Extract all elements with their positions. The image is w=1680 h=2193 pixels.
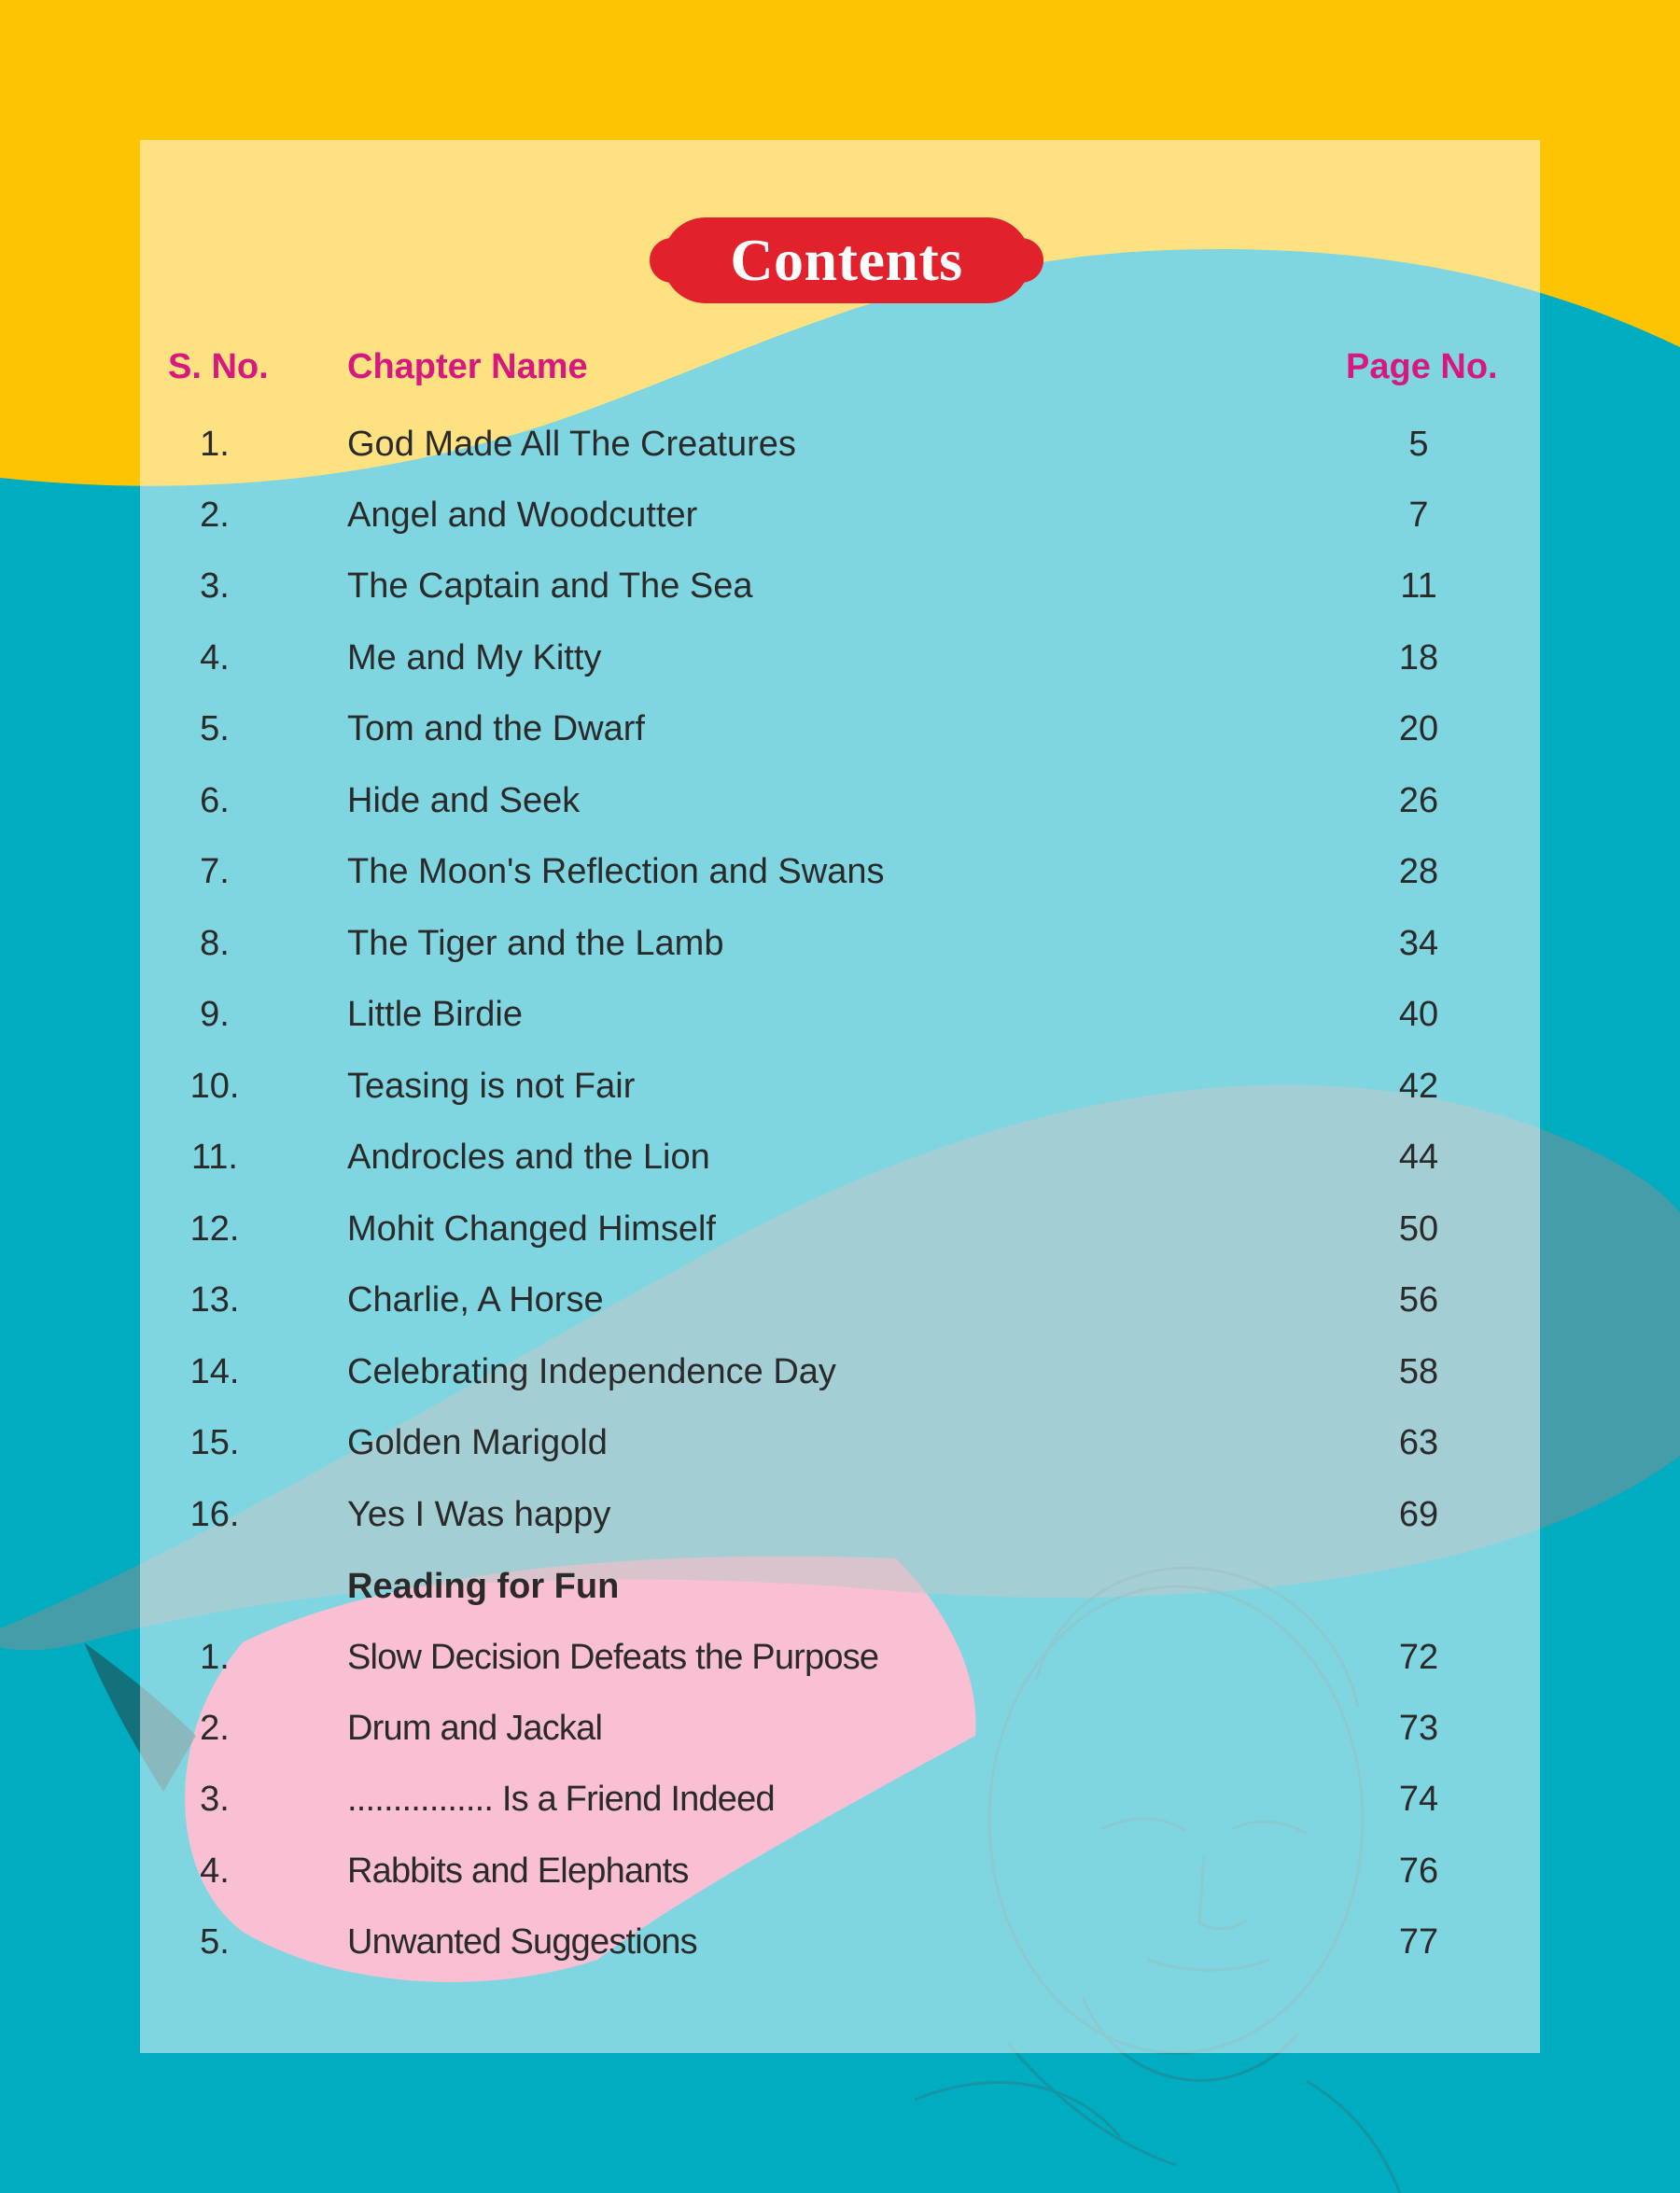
row-sno: 2. — [200, 496, 230, 535]
row-page: 50 — [1398, 1209, 1439, 1249]
list-item — [0, 1843, 1680, 1899]
table-row — [0, 487, 1680, 543]
list-item — [0, 1700, 1680, 1756]
row-page: 73 — [1398, 1709, 1439, 1748]
row-sno: 2. — [200, 1709, 230, 1748]
row-page: 34 — [1398, 924, 1439, 963]
row-sno: 13. — [189, 1280, 240, 1320]
table-row — [0, 773, 1680, 829]
row-title: Drum and Jackal — [347, 1709, 603, 1748]
table-row — [0, 1487, 1680, 1543]
section-title-reading-for-fun: Reading for Fun — [347, 1567, 620, 1606]
list-item — [0, 1629, 1680, 1685]
row-page: 5 — [1408, 425, 1429, 464]
row-title: Androcles and the Lion — [347, 1138, 710, 1177]
table-row — [0, 1272, 1680, 1328]
row-page: 58 — [1398, 1352, 1439, 1391]
row-page: 40 — [1398, 995, 1439, 1034]
row-title: Me and My Kitty — [347, 638, 602, 677]
table-row — [0, 1201, 1680, 1257]
row-title: Unwanted Suggestions — [347, 1922, 697, 1962]
row-page: 28 — [1398, 852, 1439, 891]
table-row — [0, 1415, 1680, 1471]
table-row — [0, 1129, 1680, 1185]
table-row — [0, 1344, 1680, 1400]
row-sno: 10. — [189, 1067, 240, 1106]
row-title: Tom and the Dwarf — [347, 709, 645, 748]
row-sno: 5. — [200, 1922, 230, 1962]
row-sno: 15. — [189, 1423, 240, 1462]
table-row — [0, 986, 1680, 1042]
row-title: Mohit Changed Himself — [347, 1209, 716, 1249]
row-sno: 9. — [200, 995, 230, 1034]
row-sno: 3. — [200, 566, 230, 606]
table-row — [0, 416, 1680, 472]
row-sno: 14. — [189, 1352, 240, 1391]
row-sno: 8. — [200, 924, 230, 963]
row-title: The Tiger and the Lamb — [347, 924, 724, 963]
row-page: 7 — [1408, 496, 1429, 535]
row-title: Angel and Woodcutter — [347, 496, 698, 535]
row-title: Celebrating Independence Day — [347, 1352, 836, 1391]
header-chapter-name: Chapter Name — [347, 347, 588, 386]
list-item — [0, 1771, 1680, 1827]
row-sno: 4. — [200, 1851, 230, 1891]
row-title: ................ Is a Friend Indeed — [347, 1780, 775, 1819]
row-title: Golden Marigold — [347, 1423, 608, 1462]
row-title: The Captain and The Sea — [347, 566, 753, 606]
row-page: 20 — [1398, 709, 1439, 748]
row-sno: 6. — [200, 781, 230, 820]
table-row — [0, 844, 1680, 900]
row-page: 76 — [1398, 1851, 1439, 1891]
row-title: Rabbits and Elephants — [347, 1851, 689, 1891]
row-title: Slow Decision Defeats the Purpose — [347, 1638, 879, 1677]
header-sno: S. No. — [168, 347, 269, 386]
row-page: 44 — [1398, 1138, 1439, 1177]
row-sno: 11. — [190, 1138, 238, 1177]
row-page: 42 — [1398, 1067, 1439, 1106]
table-row — [0, 558, 1680, 614]
row-sno: 5. — [200, 709, 230, 748]
row-page: 56 — [1398, 1280, 1439, 1320]
row-sno: 7. — [200, 852, 230, 891]
row-page: 74 — [1398, 1780, 1439, 1819]
row-title: Charlie, A Horse — [347, 1280, 604, 1320]
row-page: 72 — [1398, 1638, 1439, 1677]
table-row — [0, 915, 1680, 971]
row-page: 69 — [1398, 1495, 1439, 1534]
row-sno: 3. — [200, 1780, 230, 1819]
row-page: 18 — [1398, 638, 1439, 677]
row-title: God Made All The Creatures — [347, 425, 796, 464]
table-row — [0, 701, 1680, 757]
header-page-no: Page No. — [1346, 347, 1498, 386]
row-title: Hide and Seek — [347, 781, 581, 820]
table-row — [0, 630, 1680, 686]
row-title: Yes I Was happy — [347, 1495, 611, 1534]
page-title: Contents — [730, 227, 963, 293]
row-sno: 1. — [200, 425, 230, 464]
row-page: 77 — [1398, 1922, 1439, 1962]
table-row — [0, 1058, 1680, 1114]
row-page: 26 — [1398, 781, 1439, 820]
row-title: Little Birdie — [347, 995, 523, 1034]
row-sno: 4. — [200, 638, 230, 677]
row-title: The Moon's Reflection and Swans — [347, 852, 885, 891]
row-title: Teasing is not Fair — [347, 1067, 636, 1106]
row-sno: 16. — [189, 1495, 240, 1534]
row-sno: 1. — [200, 1638, 230, 1677]
row-sno: 12. — [189, 1209, 240, 1249]
row-page: 63 — [1398, 1423, 1439, 1462]
title-badge — [663, 217, 1030, 303]
row-page: 11 — [1400, 566, 1437, 606]
list-item — [0, 1914, 1680, 1970]
